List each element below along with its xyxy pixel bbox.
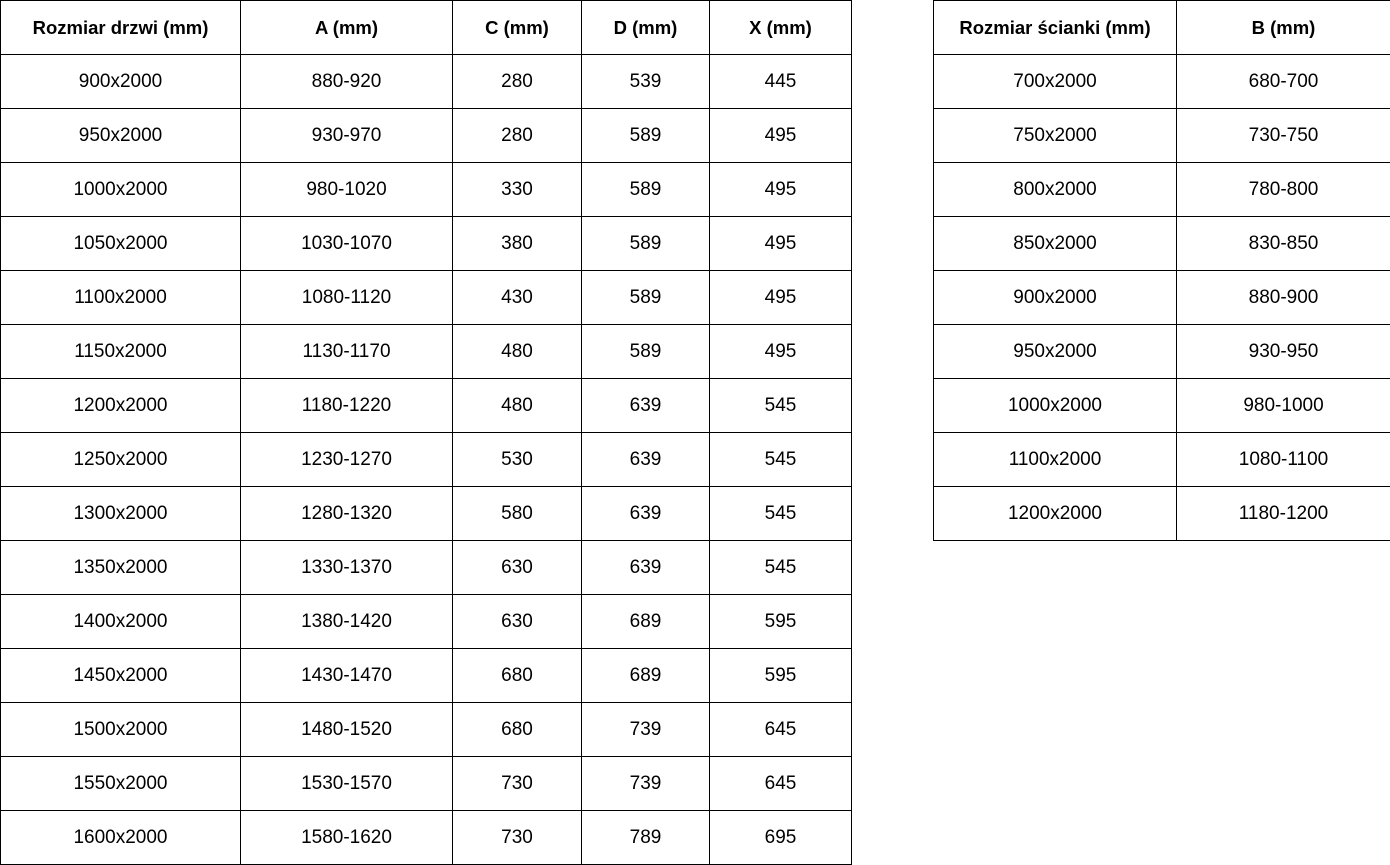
door-size-table-head <box>1 1 852 55</box>
cell-a: 1530-1570 <box>241 757 453 811</box>
cell-x: 545 <box>710 433 852 487</box>
cell-wall-size: 1000x2000 <box>934 379 1177 433</box>
cell-x: 495 <box>710 163 852 217</box>
table-row <box>1 811 852 865</box>
cell-c: 680 <box>453 649 582 703</box>
cell-c: 630 <box>453 595 582 649</box>
cell-b: 830-850 <box>1177 217 1390 271</box>
cell-x: 595 <box>710 595 852 649</box>
cell-door-size: 1100x2000 <box>1 271 241 325</box>
table-row <box>1 271 852 325</box>
cell-door-size: 1350x2000 <box>1 541 241 595</box>
cell-door-size: 900x2000 <box>1 55 241 109</box>
cell-door-size: 1000x2000 <box>1 163 241 217</box>
cell-x: 495 <box>710 109 852 163</box>
wall-size-table-body <box>934 55 1390 541</box>
table-row <box>934 109 1390 163</box>
table-row <box>934 487 1390 541</box>
cell-d: 739 <box>582 703 710 757</box>
cell-a: 1430-1470 <box>241 649 453 703</box>
cell-a: 1280-1320 <box>241 487 453 541</box>
cell-c: 530 <box>453 433 582 487</box>
cell-d: 739 <box>582 757 710 811</box>
cell-a: 1330-1370 <box>241 541 453 595</box>
cell-x: 545 <box>710 541 852 595</box>
cell-x: 495 <box>710 217 852 271</box>
wall-size-table <box>933 0 1390 541</box>
column-header-c: C (mm) <box>453 1 582 55</box>
column-header-b: B (mm) <box>1177 1 1390 55</box>
table-row <box>1 217 852 271</box>
cell-c: 280 <box>453 55 582 109</box>
cell-d: 589 <box>582 271 710 325</box>
cell-c: 480 <box>453 379 582 433</box>
cell-d: 539 <box>582 55 710 109</box>
cell-b: 930-950 <box>1177 325 1390 379</box>
table-row <box>1 487 852 541</box>
cell-d: 639 <box>582 379 710 433</box>
table-row <box>1 649 852 703</box>
cell-c: 680 <box>453 703 582 757</box>
cell-b: 730-750 <box>1177 109 1390 163</box>
table-row <box>1 541 852 595</box>
cell-a: 1080-1120 <box>241 271 453 325</box>
table-row <box>1 703 852 757</box>
cell-c: 580 <box>453 487 582 541</box>
cell-x: 495 <box>710 271 852 325</box>
cell-d: 689 <box>582 595 710 649</box>
cell-door-size: 1150x2000 <box>1 325 241 379</box>
table-row <box>1 109 852 163</box>
cell-x: 445 <box>710 55 852 109</box>
table-row <box>1 55 852 109</box>
cell-a: 1580-1620 <box>241 811 453 865</box>
cell-c: 380 <box>453 217 582 271</box>
column-header-a: A (mm) <box>241 1 453 55</box>
cell-door-size: 1450x2000 <box>1 649 241 703</box>
cell-wall-size: 950x2000 <box>934 325 1177 379</box>
cell-d: 639 <box>582 487 710 541</box>
cell-door-size: 1600x2000 <box>1 811 241 865</box>
door-size-table-body <box>1 55 852 865</box>
table-row <box>934 325 1390 379</box>
cell-b: 880-900 <box>1177 271 1390 325</box>
cell-c: 730 <box>453 811 582 865</box>
table-row <box>934 433 1390 487</box>
column-header-x: X (mm) <box>710 1 852 55</box>
cell-wall-size: 800x2000 <box>934 163 1177 217</box>
cell-wall-size: 700x2000 <box>934 55 1177 109</box>
cell-a: 930-970 <box>241 109 453 163</box>
cell-x: 645 <box>710 757 852 811</box>
cell-d: 639 <box>582 541 710 595</box>
table-row <box>934 271 1390 325</box>
table-row <box>1 325 852 379</box>
cell-a: 1180-1220 <box>241 379 453 433</box>
table-header-row <box>1 1 852 55</box>
cell-d: 639 <box>582 433 710 487</box>
cell-door-size: 1400x2000 <box>1 595 241 649</box>
cell-door-size: 1250x2000 <box>1 433 241 487</box>
cell-c: 480 <box>453 325 582 379</box>
cell-x: 695 <box>710 811 852 865</box>
table-row <box>934 379 1390 433</box>
column-header-wall-size: Rozmiar ścianki (mm) <box>934 1 1177 55</box>
table-row <box>934 217 1390 271</box>
cell-c: 630 <box>453 541 582 595</box>
cell-d: 589 <box>582 163 710 217</box>
table-header-row <box>934 1 1390 55</box>
cell-c: 280 <box>453 109 582 163</box>
cell-a: 1480-1520 <box>241 703 453 757</box>
cell-door-size: 1500x2000 <box>1 703 241 757</box>
table-row <box>934 163 1390 217</box>
cell-d: 589 <box>582 325 710 379</box>
cell-door-size: 1050x2000 <box>1 217 241 271</box>
cell-b: 780-800 <box>1177 163 1390 217</box>
table-row <box>1 595 852 649</box>
cell-d: 689 <box>582 649 710 703</box>
cell-x: 545 <box>710 487 852 541</box>
cell-x: 545 <box>710 379 852 433</box>
cell-b: 680-700 <box>1177 55 1390 109</box>
column-header-d: D (mm) <box>582 1 710 55</box>
cell-wall-size: 1100x2000 <box>934 433 1177 487</box>
cell-b: 980-1000 <box>1177 379 1390 433</box>
cell-b: 1080-1100 <box>1177 433 1390 487</box>
cell-door-size: 1550x2000 <box>1 757 241 811</box>
cell-c: 430 <box>453 271 582 325</box>
cell-x: 595 <box>710 649 852 703</box>
cell-wall-size: 750x2000 <box>934 109 1177 163</box>
cell-door-size: 950x2000 <box>1 109 241 163</box>
cell-c: 730 <box>453 757 582 811</box>
cell-wall-size: 900x2000 <box>934 271 1177 325</box>
cell-x: 645 <box>710 703 852 757</box>
cell-a: 1230-1270 <box>241 433 453 487</box>
cell-d: 789 <box>582 811 710 865</box>
table-row <box>1 379 852 433</box>
cell-d: 589 <box>582 109 710 163</box>
cell-wall-size: 1200x2000 <box>934 487 1177 541</box>
column-header-door-size: Rozmiar drzwi (mm) <box>1 1 241 55</box>
cell-c: 330 <box>453 163 582 217</box>
table-row <box>1 433 852 487</box>
cell-a: 1380-1420 <box>241 595 453 649</box>
cell-b: 1180-1200 <box>1177 487 1390 541</box>
cell-a: 980-1020 <box>241 163 453 217</box>
cell-a: 1130-1170 <box>241 325 453 379</box>
cell-wall-size: 850x2000 <box>934 217 1177 271</box>
table-row <box>934 55 1390 109</box>
cell-a: 1030-1070 <box>241 217 453 271</box>
cell-door-size: 1300x2000 <box>1 487 241 541</box>
wall-size-table-head <box>934 1 1390 55</box>
table-row <box>1 757 852 811</box>
cell-x: 495 <box>710 325 852 379</box>
table-row <box>1 163 852 217</box>
cell-d: 589 <box>582 217 710 271</box>
cell-a: 880-920 <box>241 55 453 109</box>
cell-door-size: 1200x2000 <box>1 379 241 433</box>
